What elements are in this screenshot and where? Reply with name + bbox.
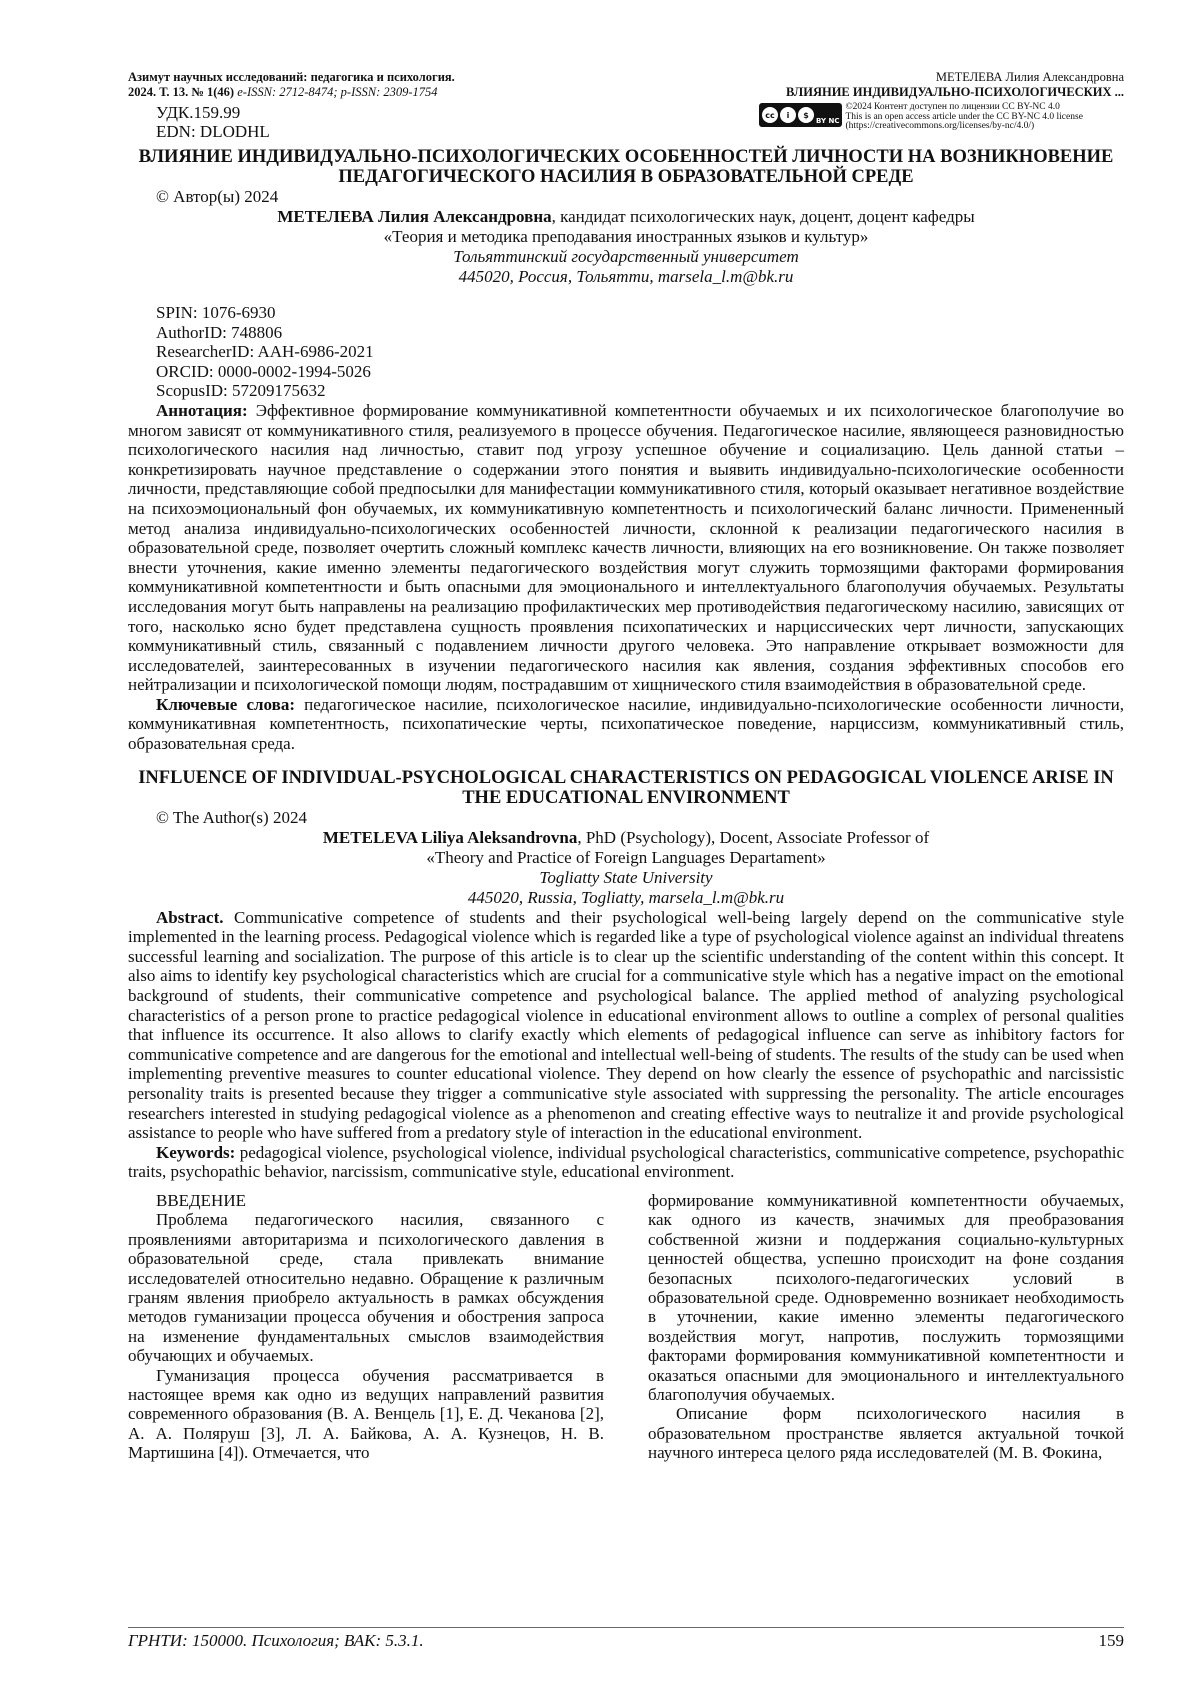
right-column xyxy=(648,1191,1124,1463)
left-column xyxy=(128,1191,604,1463)
badge-label: BY NC xyxy=(816,117,840,125)
ru-keywords-label: Ключевые слова: xyxy=(156,694,295,714)
ru-author-name: МЕТЕЛЕВА Лилия Александровна xyxy=(277,207,552,226)
edn: EDN: DLODHL xyxy=(156,122,270,141)
ru-author-desc: , кандидат психологических наук, доцент, доцент кафедры xyxy=(551,207,975,226)
orcid: ORCID: 0000-0002-1994-5026 xyxy=(156,361,371,381)
body-paragraph: Проблема педагогического насилия, связанного с проявлениями авторитаризма и психологического давления в образовательной среде, стала привлекать внимание исследователей относительно недавно. Обращение к различным граням явления приобрело актуальность в рамках обсуждения методов гуманизации процесса обучения и обострения запроса на изменение фундаментальных смыслов взаимодействия обучающих и обучаемых. xyxy=(128,1210,604,1366)
journal-issn: e-ISSN: 2712-8474; p-ISSN: 2309-1754 xyxy=(237,85,438,99)
en-keywords-label: Keywords: xyxy=(156,1142,236,1162)
en-abstract xyxy=(128,908,1124,1143)
en-keywords-text: pedagogical violence, psychological violence, individual psychological characteristics, communicative competence, psychopathic traits, psychopathic behavior, narcissism, communicative style, educational environment. xyxy=(128,1142,1124,1182)
ru-department: «Теория и методика преподавания иностранных языков и культур» xyxy=(383,227,869,246)
running-title: ВЛИЯНИЕ ИНДИВИДУАЛЬНО-ПСИХОЛОГИЧЕСКИХ ... xyxy=(786,85,1124,99)
body-paragraph: формирование коммуникативной компетентности обучаемых, как одного из качеств, значимых для преобразования собственной жизни и поддержания социально-культурных ценностей общества, успешно происходит на фоне создания безопасных психолого-педагогических условий в образовательной среде. Одновременно возникает необходимость в уточнении, какие именно элементы педагогического воздействия могут, напротив, послужить тормозящими факторами формирования коммуникативной компетентности и оказаться опасными для эмоционального и интеллектуального благополучия обучаемых. xyxy=(648,1190,1124,1405)
en-copyright: © The Author(s) 2024 xyxy=(156,807,307,827)
page-footer xyxy=(128,1627,1124,1651)
journal-volume: 2024. Т. 13. № 1(46) xyxy=(128,85,235,99)
en-author-desc: , PhD (Psychology), Docent, Associate Professor of xyxy=(577,827,930,847)
ru-author-line xyxy=(128,207,1124,227)
journal-info xyxy=(128,70,455,100)
by-icon: i xyxy=(780,107,796,123)
nc-icon: $ xyxy=(798,107,814,123)
article-page xyxy=(128,70,1124,1463)
ru-title: ВЛИЯНИЕ ИНДИВИДУАЛЬНО-ПСИХОЛОГИЧЕСКИХ ОСОБЕННОСТЕЙ ЛИЧНОСТИ НА ВОЗНИКНОВЕНИЕ ПЕДАГОГИЧЕСКОГО НАСИЛИЯ В ОБРАЗОВАТЕЛЬНОЙ СРЕДЕ xyxy=(138,147,1114,187)
page-number: 159 xyxy=(1098,1631,1124,1650)
cc-license-badge xyxy=(759,103,842,127)
article-identifiers xyxy=(128,103,270,141)
journal-name: Азимут научных исследований: педагогика и психология. xyxy=(128,70,455,84)
en-abstract-text: Communicative competence of students and their psychological well-being largely depend on the communicative style implemented in the learning process. Pedagogical violence which is regarded like a type of psychological violence against an individual threatens successful learning and socialization. The purpose of this article is to clear up the scientific understanding of the content within this concept. It also aims to identify key psychological characteristics which are crucial for a communicative style which has a negative impact on the emotional background of students, their communicative competence and psychological balance. The applied method of analyzing psychological characteristics of a person prone to practice pedagogical violence in educational environment allows to outline a complex of personal qualities that influence its occurrence. It also allows to clarify exactly which elements of pedagogical influence can serve as inhibitory factors for communicative competence and are dangerous for the emotional and intellectual well-being of students. The results of the study can be used when implementing preventive measures to counter educational violence. They depend on how clearly the essence of psychopathic and narcissistic personality traits is presented because they trigger a communicative style associated with suppressing the personality. The article encourages researchers interested in studying pedagogical violence as a phenomenon and creating effective ways to neutralize it and provide psychological assistance to people who have suffered from a predatory style of interaction in the educational environment. xyxy=(128,907,1124,1143)
license-line-2: This is an open access article under the CC BY-NC 4.0 license xyxy=(845,111,1083,122)
license-block xyxy=(759,103,1124,141)
license-text xyxy=(845,103,1082,132)
ru-copyright: © Автор(ы) 2024 xyxy=(156,187,279,206)
license-line-3: (https://creativecommons.org/licenses/by-nc/4.0/) xyxy=(845,121,1035,131)
meta-row xyxy=(128,103,1124,141)
ru-abstract xyxy=(128,401,1124,695)
body-paragraph: Гуманизация процесса обучения рассматривается в настоящее время как одно из ведущих направлений развития современного образования (В. А. Венцель [1], Е. Д. Чеканова [2], А. А. Поляруш [3], Л. А. Байкова, А. А. Кузнецов, Н. В. Мартишина [4]). Отмечается, что xyxy=(128,1365,604,1463)
ru-keywords-text: педагогическое насилие, психологическое насилие, индивидуально-психологические особенности личности, коммуникативная компетентность, психопатические черты, психопатическое поведение, нарциссизм, коммуникативный стиль, образовательная среда. xyxy=(128,694,1124,754)
en-keywords xyxy=(128,1143,1124,1182)
ru-university: Тольяттинский государственный университет xyxy=(453,247,799,266)
en-abstract-label: Abstract. xyxy=(156,907,224,927)
ru-address: 445020, Россия, Тольятти, marsela_l.m@bk.ru xyxy=(458,267,794,286)
udk: УДК.159.99 xyxy=(156,103,241,122)
license-line-1: ©2024 Контент доступен по лицензии CC BY-NC 4.0 xyxy=(845,102,1060,112)
body-columns xyxy=(128,1191,1124,1463)
en-university: Togliatty State University xyxy=(539,867,713,887)
researcher-id: ResearcherID: AAH-6986-2021 xyxy=(156,342,374,362)
author-ids xyxy=(128,303,1124,401)
scopus-id: ScopusID: 57209175632 xyxy=(156,381,326,401)
body-paragraph: Описание форм психологического насилия в образовательном пространстве является актуальной точкой научного интереса целого ряда исследователей (М. В. Фокина, xyxy=(648,1404,1124,1463)
classification: ГРНТИ: 150000. Психология; ВАК: 5.3.1. xyxy=(128,1631,424,1650)
en-author-line xyxy=(128,828,1124,848)
spin: SPIN: 1076-6930 xyxy=(156,303,276,322)
en-department: «Theory and Practice of Foreign Languages Departament» xyxy=(426,847,826,867)
ru-keywords xyxy=(128,695,1124,754)
ru-abstract-label: Аннотация: xyxy=(156,400,248,420)
en-title: INFLUENCE OF INDIVIDUAL-PSYCHOLOGICAL CHARACTERISTICS ON PEDAGOGICAL VIOLENCE ARISE IN THE EDUCATIONAL ENVIRONMENT xyxy=(138,767,1114,808)
author-id: AuthorID: 748806 xyxy=(156,322,283,342)
ru-abstract-text: Эффективное формирование коммуникативной компетентности обучаемых и их психологическое благополучие во многом зависят от коммуникативного стиля, реализуемого в процессе обучения. Педагогическое насилие, являющееся разновидностью психологического насилия над личностью, ставит под угрозу успешное обучение и социализацию. Цель данной статьи – конкретизировать научное представление о содержании этого понятия и выявить индивидуально-психологические особенности личности, представляющие собой предпосылки для манифестации коммуникативного стиля, который оказывает негативное воздействие на психоэмоциональный фон обучаемых, их коммуникативную компетентность и психологический баланс личности. Примененный метод анализа индивидуально-психологических особенностей личности, склонной к реализации педагогического насилия в образовательной среде, позволяет очертить сложный комплекс качеств личности, влияющих на его возникновение. Он также позволяет внести уточнения, какие именно элементы педагогического воздействия могут служить тормозящими факторами формирования коммуникативной компетентности и быть опасными для эмоционального и интеллектуального благополучия обучаемых. Результаты исследования могут быть направлены на реализацию профилактических мер противодействия педагогическому насилию, зависящих от того, насколько ясно будет представлена сущность проявления психопатических и нарциссических черт личности, запускающих коммуникативный стиль, связанный с подавлением личности другого человека. Это направление открывает возможности для исследователей, заинтересованных в изучении педагогического насилия как явления, создания эффективных способов его нейтрализации и психологической помощи людям, пострадавшим от хищнического стиля взаимодействия в образовательной среде. xyxy=(128,400,1124,695)
cc-icon: cc xyxy=(762,107,778,123)
running-author: МЕТЕЛЕВА Лилия Александровна xyxy=(935,70,1124,84)
en-address: 445020, Russia, Togliatty, marsela_l.m@bk.ru xyxy=(467,887,785,907)
section-heading: ВВЕДЕНИЕ xyxy=(156,1190,246,1210)
running-header xyxy=(128,70,1124,100)
en-author-name: METELEVA Liliya Aleksandrovna xyxy=(322,827,578,847)
running-author-info xyxy=(786,70,1124,100)
